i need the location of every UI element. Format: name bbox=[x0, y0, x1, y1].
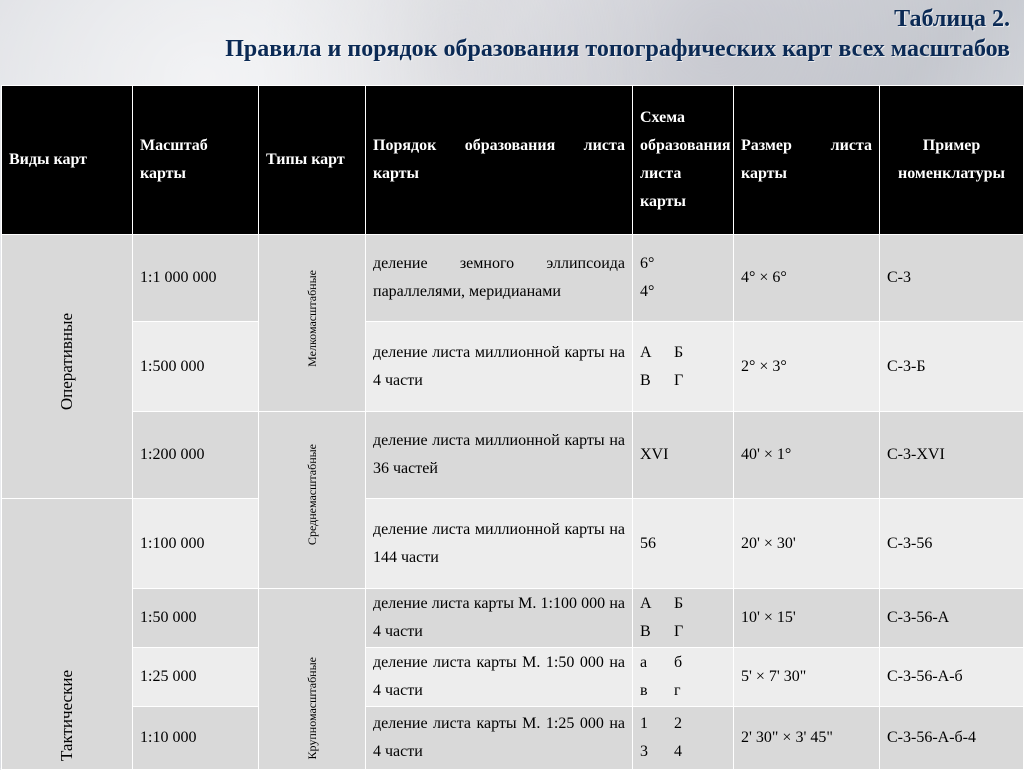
scheme-value: а bbox=[640, 654, 648, 671]
table-row bbox=[2, 499, 1024, 589]
header-kind: Виды карт bbox=[2, 86, 133, 235]
scheme-value: А bbox=[640, 595, 652, 612]
order-cell: деление листа карты М. 1:25 000 на 4 части bbox=[366, 707, 633, 770]
scheme-value: Б bbox=[674, 343, 684, 361]
scale-cell: 1:100 000 bbox=[133, 499, 259, 589]
scheme-value: Г bbox=[674, 371, 684, 389]
table-row bbox=[2, 235, 1024, 322]
size-cell: 2° × 3° bbox=[734, 322, 880, 412]
type-large-label: Крупномасштабные bbox=[305, 656, 319, 759]
scheme-value: Г bbox=[674, 623, 684, 640]
table-caption: Правила и порядок образования топографических карт всех масштабов bbox=[225, 36, 1010, 62]
table-row bbox=[2, 707, 1024, 770]
example-cell: С-3-Б bbox=[880, 322, 1024, 412]
example-cell: С-3-56-А bbox=[880, 589, 1024, 648]
scheme-value: В bbox=[640, 371, 651, 389]
type-small-cell bbox=[259, 235, 366, 412]
scheme-value: 2 bbox=[674, 715, 682, 732]
scale-cell: 1:200 000 bbox=[133, 412, 259, 499]
scheme-cell: XVI bbox=[633, 412, 734, 499]
header-types: Типы карт bbox=[259, 86, 366, 235]
size-cell: 10' × 15' bbox=[734, 589, 880, 648]
type-medium-cell bbox=[259, 412, 366, 589]
order-cell: деление листа карты М. 1:50 000 на 4 части bbox=[366, 648, 633, 707]
type-small-label: Мелкомасштабные bbox=[305, 269, 319, 367]
size-cell: 20' × 30' bbox=[734, 499, 880, 589]
scheme-cell bbox=[633, 707, 734, 770]
scheme-value: 6° bbox=[640, 255, 655, 272]
order-cell: деление земного эллипсоида параллелями, меридианами bbox=[366, 235, 633, 322]
scheme-cell bbox=[633, 322, 734, 412]
scheme-cell bbox=[633, 235, 734, 322]
header-scale: Масштаб карты bbox=[133, 86, 259, 235]
header-order: Порядок образования листа карты bbox=[366, 86, 633, 235]
scale-cell: 1:500 000 bbox=[133, 322, 259, 412]
order-cell: деление листа миллионной карты на 4 части bbox=[366, 322, 633, 412]
example-cell: С-3-56-А-б-4 bbox=[880, 707, 1024, 770]
scheme-value: Б bbox=[674, 595, 684, 612]
slide-title bbox=[14, 4, 1010, 64]
size-cell: 5' × 7' 30" bbox=[734, 648, 880, 707]
size-cell: 4° × 6° bbox=[734, 235, 880, 322]
scheme-value: В bbox=[640, 623, 651, 640]
table-row bbox=[2, 648, 1024, 707]
table-row bbox=[2, 589, 1024, 648]
scheme-value: 4° bbox=[640, 283, 655, 300]
scheme-value: г bbox=[674, 682, 681, 699]
table-row bbox=[2, 412, 1024, 499]
type-medium-label: Среднемасштабные bbox=[305, 444, 319, 546]
header-size: Размер листа карты bbox=[734, 86, 880, 235]
scheme-value: 1 bbox=[640, 715, 648, 732]
example-cell: С-3-XVI bbox=[880, 412, 1024, 499]
order-cell: деление листа миллионной карты на 144 части bbox=[366, 499, 633, 589]
scheme-cell bbox=[633, 648, 734, 707]
example-cell: С-3 bbox=[880, 235, 1024, 322]
kind-operational-cell bbox=[2, 235, 133, 499]
kind-tactical-cell bbox=[2, 499, 133, 770]
scheme-value: 4 bbox=[674, 743, 682, 760]
scale-cell: 1:50 000 bbox=[133, 589, 259, 648]
order-cell: деление листа карты М. 1:100 000 на 4 части bbox=[366, 589, 633, 648]
table-number: Таблица 2. bbox=[894, 6, 1010, 32]
scale-cell: 1:10 000 bbox=[133, 707, 259, 770]
scheme-value: б bbox=[674, 654, 683, 671]
scheme-value: А bbox=[640, 343, 652, 361]
size-cell: 40' × 1° bbox=[734, 412, 880, 499]
scheme-cell: 56 bbox=[633, 499, 734, 589]
type-large-cell bbox=[259, 589, 366, 770]
scheme-value: в bbox=[640, 682, 648, 699]
scale-cell: 1:1 000 000 bbox=[133, 235, 259, 322]
scheme-value: 3 bbox=[640, 743, 648, 760]
map-rules-table bbox=[1, 85, 1024, 770]
size-cell: 2' 30" × 3' 45" bbox=[734, 707, 880, 770]
table-row bbox=[2, 322, 1024, 412]
scheme-cell bbox=[633, 589, 734, 648]
header-scheme: Схема образования листа карты bbox=[633, 86, 734, 235]
example-cell: С-3-56 bbox=[880, 499, 1024, 589]
header-row bbox=[2, 86, 1024, 235]
order-cell: деление листа миллионной карты на 36 частей bbox=[366, 412, 633, 499]
scale-cell: 1:25 000 bbox=[133, 648, 259, 707]
kind-operational-label: Оперативные bbox=[57, 312, 76, 411]
example-cell: С-3-56-А-б bbox=[880, 648, 1024, 707]
header-example: Пример номенклатуры bbox=[880, 86, 1024, 235]
kind-tactical-label: Тактические bbox=[57, 669, 76, 761]
